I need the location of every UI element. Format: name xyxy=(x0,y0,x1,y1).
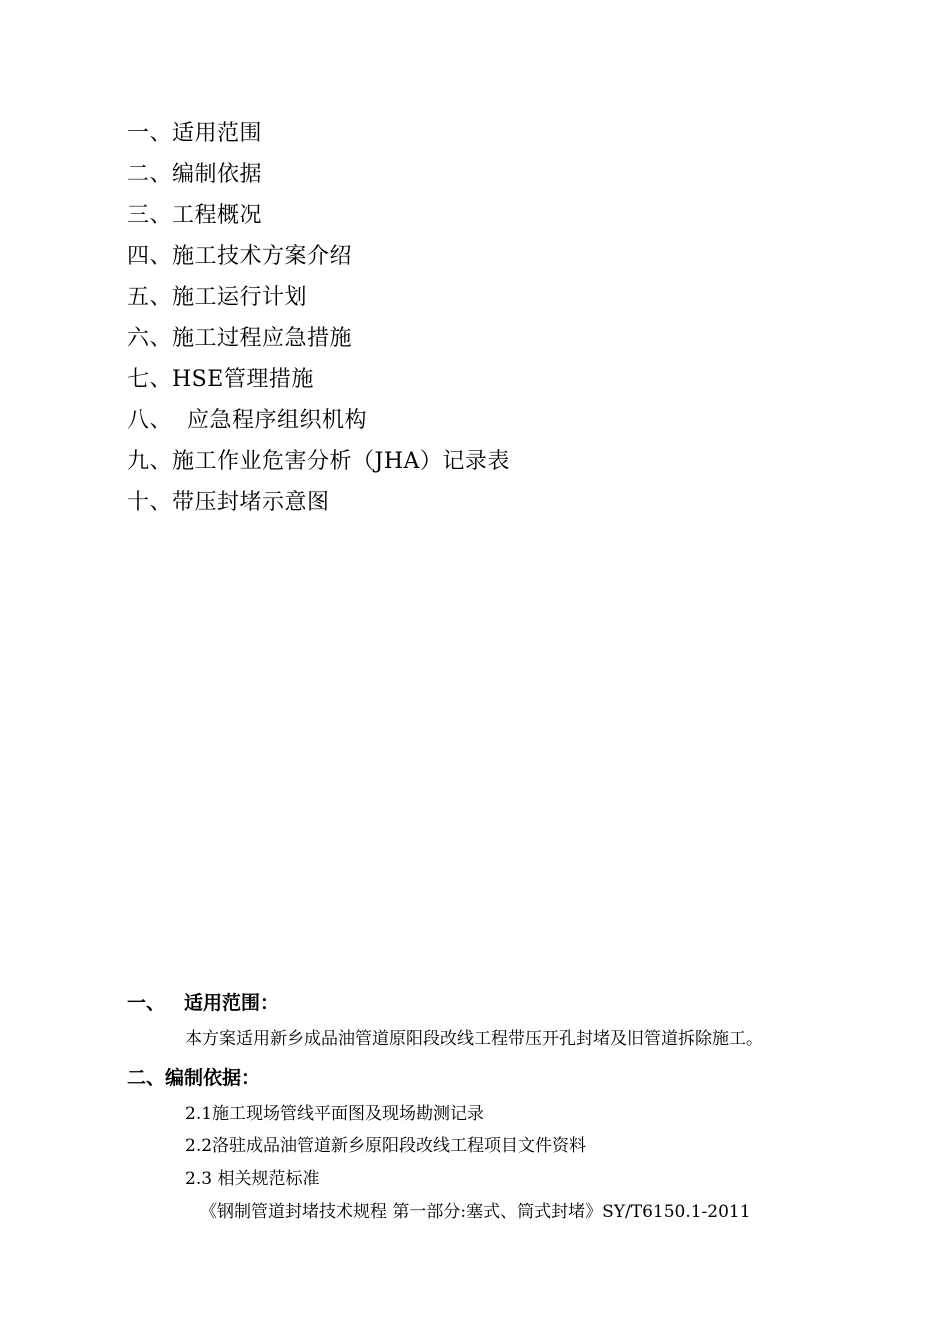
section2-item-3: 2.3 相关规范标准 xyxy=(185,1169,320,1189)
toc-item-2: 二、编制依据 xyxy=(127,162,263,187)
toc-item-6: 六、施工过程应急措施 xyxy=(127,326,353,351)
toc-item-5: 五、施工运行计划 xyxy=(127,285,308,310)
table-of-contents xyxy=(127,113,510,523)
section2-heading: 二、编制依据： xyxy=(127,1067,261,1089)
section2-item-1: 2.1施工现场管线平面图及现场勘测记录 xyxy=(185,1104,485,1124)
section1-title: 适用范围： xyxy=(184,992,280,1014)
toc-item-3: 三、工程概况 xyxy=(127,203,263,228)
toc-item-9: 九、施工作业危害分析（JHA）记录表 xyxy=(127,449,510,474)
toc-item-4: 四、施工技术方案介绍 xyxy=(127,244,353,269)
toc-item-7: 七、HSE管理措施 xyxy=(127,367,314,392)
section2-standard: 《钢制管道封堵技术规程 第一部分:塞式、筒式封堵》SY/T6150.1-2011 xyxy=(200,1202,751,1222)
section1-heading xyxy=(127,988,279,1015)
section2-item-2: 2.2洛驻成品油管道新乡原阳段改线工程项目文件资料 xyxy=(185,1136,587,1156)
toc-item-8: 八、 应急程序组织机构 xyxy=(127,408,367,433)
toc-item-10: 十、带压封堵示意图 xyxy=(127,490,330,515)
toc-item-1: 一、适用范围 xyxy=(127,121,263,146)
section1-body: 本方案适用新乡成品油管道原阳段改线工程带压开孔封堵及旧管道拆除施工。 xyxy=(185,1029,763,1049)
section1-number: 一、 xyxy=(127,992,166,1014)
